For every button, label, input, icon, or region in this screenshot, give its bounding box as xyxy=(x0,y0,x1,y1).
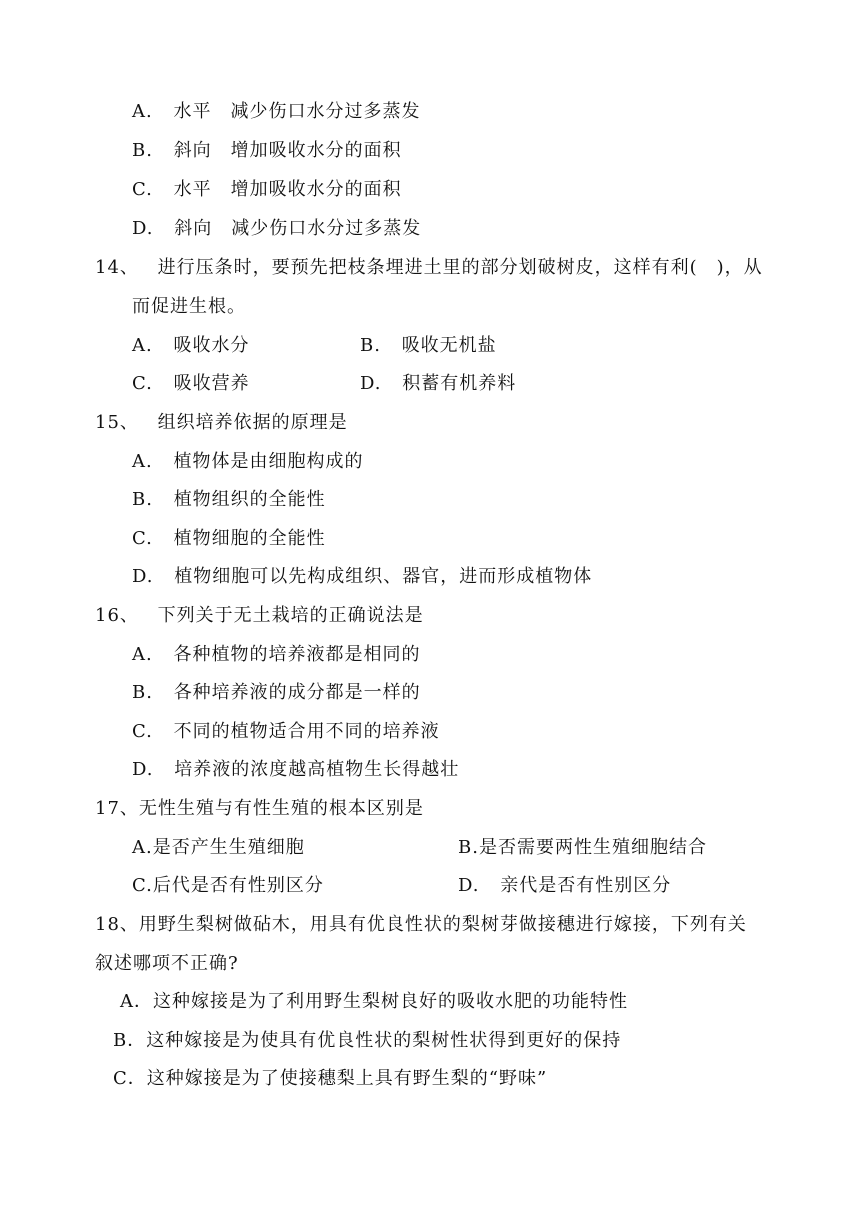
q13-option-b xyxy=(132,139,402,163)
option-text: 是否需要两性生殖细胞结合 xyxy=(478,837,707,858)
q15-option-b xyxy=(132,488,326,512)
option-text: 是否产生生殖细胞 xyxy=(152,837,305,858)
q18-stem-line2: 叙述哪项不正确? xyxy=(95,953,239,974)
option-label: A. xyxy=(132,451,153,472)
q14-option-d xyxy=(360,372,516,396)
option-text: 积蓄有机养料 xyxy=(402,373,517,394)
q14-stem xyxy=(95,256,763,280)
q15-option-c xyxy=(132,527,326,551)
option-text: 植物细胞的全能性 xyxy=(173,528,326,549)
q13-option-a xyxy=(132,100,420,124)
option-text: 植物体是由细胞构成的 xyxy=(173,451,364,472)
option-text: 斜向 减少伤口水分过多蒸发 xyxy=(174,218,422,239)
question-number: 16、 xyxy=(95,605,139,626)
option-label: A． xyxy=(120,991,153,1012)
q15-stem xyxy=(95,411,348,435)
option-label: B. xyxy=(458,837,479,858)
q17-option-c xyxy=(132,874,324,898)
q16-option-a xyxy=(132,643,420,667)
option-text: 这种嫁接是为使具有优良性状的梨树性状得到更好的保持 xyxy=(146,1030,622,1051)
q15-option-d xyxy=(132,565,592,589)
option-text: 这种嫁接是为了利用野生梨树良好的吸收水肥的功能特性 xyxy=(153,991,628,1012)
question-stem-line1: 进行压条时，要预先把枝条埋进土里的部分划破树皮，这样有利( )，从 xyxy=(157,257,763,278)
q14-stem-line2: 而促进生根。 xyxy=(132,296,246,317)
option-text: 水平 减少伤口水分过多蒸发 xyxy=(173,101,421,122)
option-text: 斜向 增加吸收水分的面积 xyxy=(173,140,402,161)
q16-stem xyxy=(95,604,424,628)
option-label: A. xyxy=(132,837,153,858)
option-text: 吸收水分 xyxy=(173,335,250,356)
option-text: 培养液的浓度越高植物生长得越壮 xyxy=(174,759,460,780)
option-text: 亲代是否有性别区分 xyxy=(500,875,672,896)
option-label: C． xyxy=(113,1068,147,1089)
option-label: D. xyxy=(360,373,382,394)
option-label: D. xyxy=(458,875,480,896)
q18-option-c xyxy=(113,1067,547,1091)
option-label: C. xyxy=(132,721,153,742)
q18-option-a xyxy=(120,990,628,1014)
option-label: D. xyxy=(132,566,154,587)
option-label: B. xyxy=(132,489,153,510)
q16-option-b xyxy=(132,681,421,705)
option-label: A. xyxy=(132,335,153,356)
option-label: D. xyxy=(132,759,154,780)
option-label: C. xyxy=(132,528,153,549)
q14-option-a xyxy=(132,334,249,358)
option-label: C. xyxy=(132,875,153,896)
q16-option-d xyxy=(132,758,459,782)
option-label: B. xyxy=(360,335,381,356)
q15-option-a xyxy=(132,450,363,474)
q16-option-c xyxy=(132,720,440,744)
q17-option-d xyxy=(458,874,671,898)
question-number: 14、 xyxy=(95,257,139,278)
question-stem: 下列关于无土栽培的正确说法是 xyxy=(157,605,424,626)
option-text: 吸收无机盐 xyxy=(401,335,497,356)
option-label: C. xyxy=(132,179,153,200)
q14-option-c xyxy=(132,372,250,396)
option-label: A. xyxy=(132,101,153,122)
q18-stem-line1: 18、用野生梨树做砧木，用具有优良性状的梨树芽做接穗进行嫁接，下列有关 xyxy=(95,914,747,935)
question-stem: 组织培养依据的原理是 xyxy=(157,412,348,433)
option-text: 各种植物的培养液都是相同的 xyxy=(173,644,421,665)
option-text: 后代是否有性别区分 xyxy=(152,875,324,896)
q18-option-b xyxy=(113,1029,621,1053)
option-label: B. xyxy=(132,682,153,703)
q13-option-c xyxy=(132,178,402,202)
option-label: B． xyxy=(113,1030,147,1051)
q17-option-b xyxy=(458,836,707,860)
question-number: 15、 xyxy=(95,412,139,433)
option-label: C. xyxy=(132,373,153,394)
option-label: D. xyxy=(132,218,154,239)
option-text: 植物细胞可以先构成组织、器官，进而形成植物体 xyxy=(174,566,593,587)
option-label: B. xyxy=(132,140,153,161)
option-text: 植物组织的全能性 xyxy=(173,489,326,510)
q14-option-b xyxy=(360,334,497,358)
option-label: A. xyxy=(132,644,153,665)
q17-stem: 17、无性生殖与有性生殖的根本区别是 xyxy=(95,798,424,819)
option-text: 水平 增加吸收水分的面积 xyxy=(173,179,402,200)
option-text: 不同的植物适合用不同的培养液 xyxy=(173,721,440,742)
option-text: 各种培养液的成分都是一样的 xyxy=(173,682,421,703)
q13-option-d xyxy=(132,217,421,241)
option-text: 这种嫁接是为了使接穗梨上具有野生梨的“野味” xyxy=(146,1068,548,1089)
q17-option-a xyxy=(132,836,305,860)
option-text: 吸收营养 xyxy=(173,373,250,394)
